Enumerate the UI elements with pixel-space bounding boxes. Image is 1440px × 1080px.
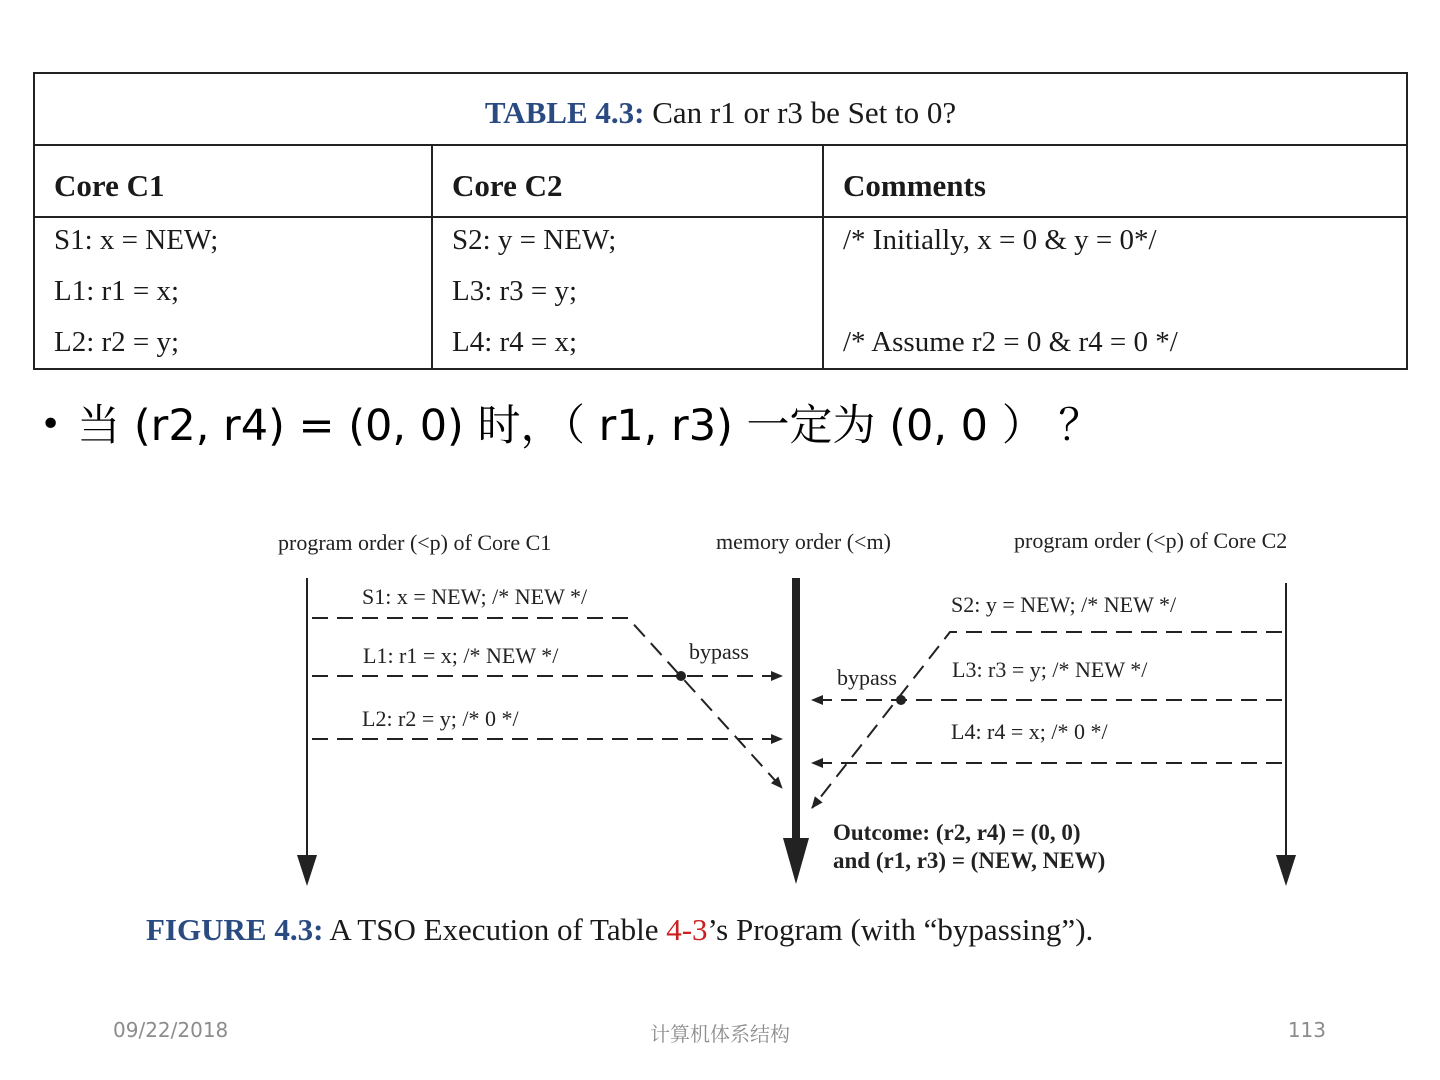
- column-core-c2: [433, 218, 824, 368]
- table-caption-label: TABLE 4.3:: [484, 95, 645, 130]
- timeline-core-c1: [297, 578, 317, 886]
- bullet-question: [40, 392, 1101, 453]
- op-l2: L2: r2 = y; /* 0 */: [362, 706, 519, 731]
- bypass-dot-c2: [896, 695, 906, 705]
- timeline-core-c2: [1276, 583, 1296, 886]
- table-cell: L1: r1 = x;: [54, 275, 180, 307]
- figure-caption-label: FIGURE 4.3:: [146, 912, 324, 947]
- column-comments: [824, 218, 1406, 368]
- heading-core-c2: program order (<p) of Core C2: [1014, 528, 1288, 553]
- table-body: [35, 218, 1406, 368]
- header-core-c2: Core C2: [452, 168, 563, 203]
- column-core-c1: [35, 218, 433, 368]
- table-header-row: [35, 146, 1406, 218]
- tso-execution-diagram: [0, 500, 1440, 900]
- table-cell: /* Assume r2 = 0 & r4 = 0 */: [843, 326, 1178, 358]
- op-s1: S1: x = NEW; /* NEW */: [362, 584, 588, 609]
- table-caption-text: Can r1 or r3 be Set to 0?: [652, 95, 957, 130]
- outcome-line-2: and (r1, r3) = (NEW, NEW): [833, 848, 1106, 873]
- footer-date: 09/22/2018: [113, 1018, 229, 1042]
- footer-title: 计算机体系结构: [650, 1022, 790, 1046]
- figure-caption-pre: A TSO Execution of Table: [323, 912, 667, 947]
- figure-caption: [146, 912, 1093, 948]
- figure-caption-table-ref: 4-3: [666, 912, 708, 947]
- program-table: [33, 72, 1408, 370]
- figure-caption-post: ’s Program (with “bypassing”).: [707, 912, 1094, 947]
- bypass-dot-c1: [676, 671, 686, 681]
- op-l1: L1: r1 = x; /* NEW */: [363, 643, 559, 668]
- table-cell: L4: r4 = x;: [452, 326, 578, 358]
- heading-core-c1: program order (<p) of Core C1: [278, 530, 552, 555]
- bullet-marker: •: [40, 404, 62, 445]
- bypass-label-c2: bypass: [837, 665, 897, 690]
- table-cell: L2: r2 = y;: [54, 326, 180, 358]
- heading-memory-order: memory order (<m): [716, 529, 891, 554]
- footer-page-number: 113: [1287, 1018, 1326, 1042]
- table-cell: S2: y = NEW;: [452, 224, 617, 256]
- table-cell: S1: x = NEW;: [54, 224, 219, 256]
- op-l3: L3: r3 = y; /* NEW */: [952, 657, 1148, 682]
- table-cell: L3: r3 = y;: [452, 275, 578, 307]
- header-core-c1: Core C1: [54, 168, 165, 203]
- outcome-line-1: Outcome: (r2, r4) = (0, 0): [833, 820, 1081, 845]
- header-comments: Comments: [843, 168, 986, 203]
- table-caption: [35, 74, 1406, 146]
- op-s2: S2: y = NEW; /* NEW */: [951, 592, 1177, 617]
- bypass-label-c1: bypass: [689, 639, 749, 664]
- timeline-memory-order: [783, 578, 809, 884]
- bullet-text: 当 (r2, r4) = (0, 0) 时，（ r1, r3) 一定为 (0, 0 ） ？: [77, 401, 1102, 451]
- table-cell: /* Initially, x = 0 & y = 0*/: [843, 224, 1157, 256]
- op-l4: L4: r4 = x; /* 0 */: [951, 719, 1108, 744]
